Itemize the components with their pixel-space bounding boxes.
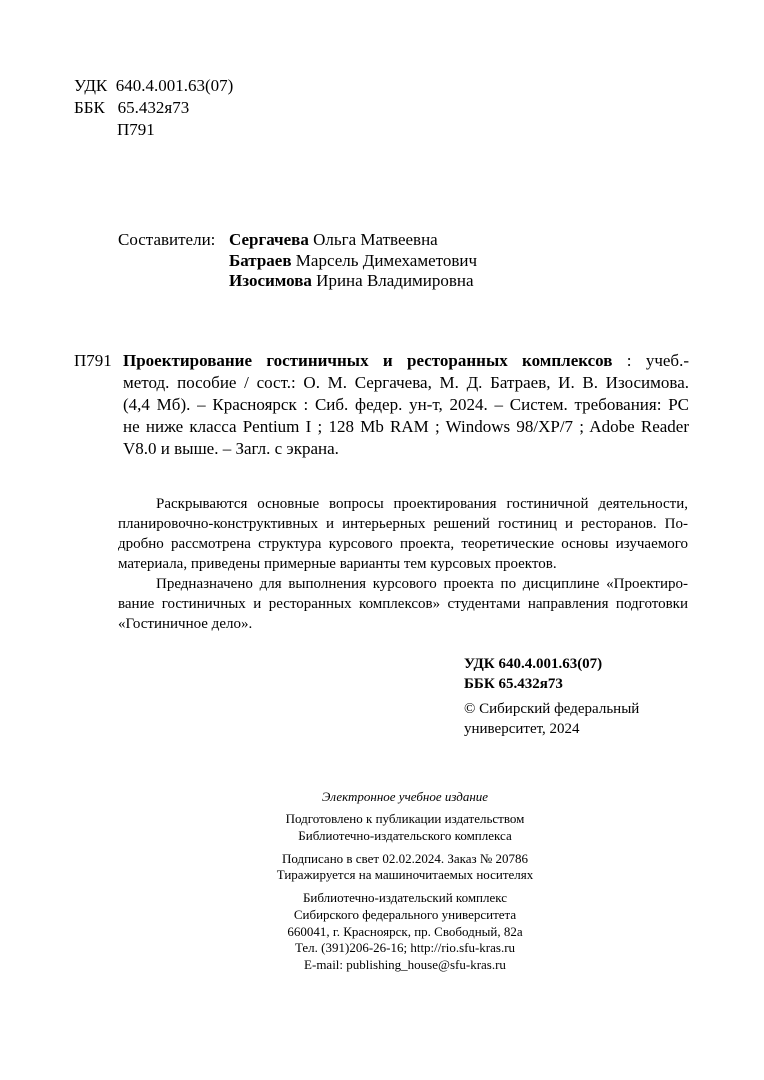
bbk-label: ББК xyxy=(74,98,105,117)
author-mark: П791 xyxy=(117,120,155,139)
bbk-value: 65.432я73 xyxy=(117,98,190,117)
bibliographic-line-5: V8.0 и выше. – Загл. с экрана. xyxy=(123,439,339,458)
bbk-line xyxy=(74,97,189,119)
compiler-3-surname: Изосимова xyxy=(229,271,312,290)
book-title: Проектирование гостиничных и ресторанных комплексов xyxy=(123,351,613,370)
copyright-bbk: ББК 65.432я73 xyxy=(464,676,563,692)
bibliographic-line-4: не ниже класса Pentium I ; 128 Mb RAM ; Windows 98/XP/7 ; Adobe Reader xyxy=(123,417,689,436)
bibliographic-line-1 xyxy=(123,350,689,372)
publisher-address: 660041, г. Красноярск, пр. Свободный, 82а xyxy=(287,924,523,939)
compiler-1 xyxy=(229,229,438,251)
udk-value: 640.4.001.63(07) xyxy=(115,76,234,95)
abstract-p1-line-1: Раскрываются основные вопросы проектирования гостиничной деятельности, xyxy=(156,496,688,512)
compiler-3 xyxy=(229,270,474,292)
compiler-2 xyxy=(229,250,477,272)
abstract xyxy=(118,494,688,634)
publisher-phone-site: Тел. (391)206-26-16; http://rio.sfu-kras.ru xyxy=(294,940,516,955)
abstract-p1-line-4: материала, приведены примерные варианты тем курсовых проектов. xyxy=(118,556,557,572)
abstract-p1-line-3: дробно рассмотрена структура курсового проекта, теоретические основы изучаемого xyxy=(118,536,688,552)
compiler-2-name: Марсель Димехаметович xyxy=(295,251,478,270)
prepared-line-2: Библиотечно-издательского комплекса xyxy=(298,828,512,843)
udk-label: УДК xyxy=(74,76,108,95)
abstract-p2-line-2: вание гостиничных и ресторанных комплексов» студентами направления подготовки xyxy=(118,596,688,612)
compiler-1-surname: Сергачева xyxy=(229,230,309,249)
compilers-label: Составители: xyxy=(118,230,216,249)
copyright-line-2: университет, 2024 xyxy=(464,721,580,737)
compiler-3-name: Ирина Владимировна xyxy=(316,271,474,290)
bibliographic-record xyxy=(123,350,689,460)
edition-type: Электронное учебное издание xyxy=(321,789,489,804)
compiler-2-surname: Батраев xyxy=(229,251,292,270)
abstract-p2-line-1: Предназначено для выполнения курсового проекта по дисциплине «Проектиро- xyxy=(156,576,688,592)
replicated-line: Тиражируется на машиночитаемых носителях xyxy=(276,867,534,882)
title-rest: : учеб.- xyxy=(612,351,689,370)
bibliographic-line-2: метод. пособие / сост.: О. М. Сергачева, М. Д. Батраев, И. В. Изосимова. xyxy=(123,373,689,392)
copyright-udk: УДК 640.4.001.63(07) xyxy=(464,656,603,672)
publisher-line-2: Сибирского федерального университета xyxy=(293,907,517,922)
abstract-p2-line-3: «Гостиничное дело». xyxy=(118,616,253,632)
abstract-p1-line-2: планировочно-конструктивных и интерьерных решений гостиниц и ресторанов. По- xyxy=(118,516,688,532)
publisher-line-1: Библиотечно-издательский комплекс xyxy=(302,890,508,905)
bibliographic-mark: П791 xyxy=(74,351,112,370)
copyright-line-1: © Сибирский федеральный xyxy=(464,701,640,717)
compiler-1-name: Ольга Матвеевна xyxy=(313,230,438,249)
bibliographic-line-3: (4,4 Мб). – Красноярск : Сиб. федер. ун-т, 2024. – Систем. требования: PC xyxy=(123,395,689,414)
udk-line xyxy=(74,75,233,97)
signed-line: Подписано в свет 02.02.2024. Заказ № 20786 xyxy=(281,851,529,866)
publisher-email: E-mail: publishing_house@sfu-kras.ru xyxy=(304,957,506,972)
prepared-line-1: Подготовлено к публикации издательством xyxy=(285,811,525,826)
